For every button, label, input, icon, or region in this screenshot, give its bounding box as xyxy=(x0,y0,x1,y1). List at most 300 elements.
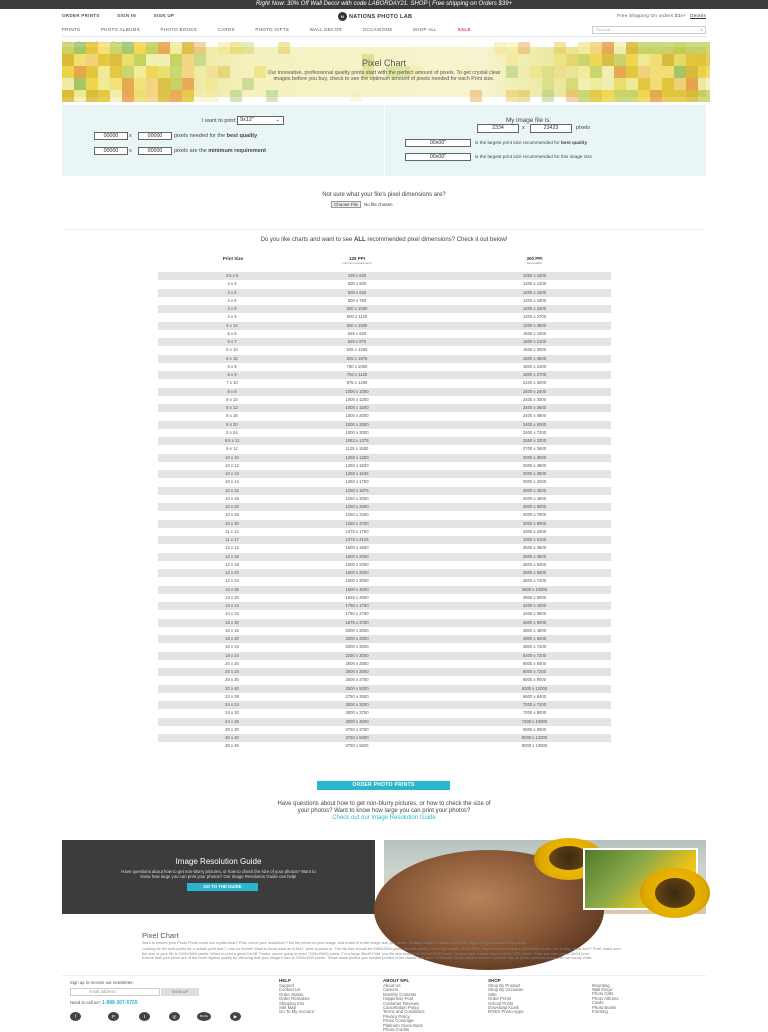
cell-print-size: 8 x 10 xyxy=(226,396,238,402)
pixel-tile xyxy=(158,42,170,54)
cell-300ppi: 3900 x 6000 xyxy=(522,594,547,600)
cell-300ppi: 1500 x 4500 xyxy=(522,355,547,361)
cell-125ppi: 3750 x 5000 xyxy=(345,735,369,740)
newsletter-label: Sign up to receive our newsletter: xyxy=(70,980,134,985)
pixel-tile xyxy=(134,90,146,102)
pixel-tile xyxy=(206,90,218,102)
footer-shop-column xyxy=(488,979,523,1015)
chart-intro-lead: Do you like charts and want to see xyxy=(260,237,353,243)
cell-300ppi: 1200 x 1500 xyxy=(522,289,547,295)
footer-link[interactable]: Sale xyxy=(488,991,497,997)
pixel-tile xyxy=(218,42,230,54)
pixel-tile xyxy=(242,42,254,54)
page-title: Pixel Chart xyxy=(361,58,406,68)
best-height-field[interactable]: 00000 xyxy=(138,132,172,140)
cell-125ppi: 1375 x 2125 xyxy=(345,537,369,542)
cell-300ppi: 3300 x 4200 xyxy=(522,528,547,534)
table-row xyxy=(158,701,611,709)
sign-in-link[interactable]: SIGN IN xyxy=(117,13,137,18)
pixel-tile xyxy=(170,42,182,54)
pixel-tile xyxy=(86,42,98,54)
table-row xyxy=(158,280,611,288)
pixel-tile xyxy=(74,42,86,54)
hero-banner xyxy=(62,47,706,97)
cell-print-size: 10 x 13 xyxy=(225,471,239,476)
cell-125ppi: 2750 x 3500 xyxy=(345,693,369,699)
table-row xyxy=(158,429,611,437)
table-row xyxy=(158,643,611,651)
table-row xyxy=(158,462,611,470)
cell-300ppi: 4800 x 6000 xyxy=(522,636,547,641)
file-prompt: Not sure what your file's pixel dimensions are? xyxy=(322,192,446,198)
cell-print-size: 12 x 20 xyxy=(225,570,239,575)
cell-300ppi: 1200 x 1800 xyxy=(522,297,547,303)
logo[interactable] xyxy=(338,12,412,21)
cell-300ppi: 6000 x 12000 xyxy=(521,685,548,691)
cell-print-size: 11 x 17 xyxy=(225,537,239,542)
instagram-icon[interactable]: ◎ xyxy=(169,1012,180,1021)
pixel-tile xyxy=(494,42,506,54)
chart-intro-bold: ALL xyxy=(353,237,366,243)
pixel-tile xyxy=(590,42,602,54)
cell-300ppi: 2400 x 2400 xyxy=(522,388,547,394)
table-row xyxy=(158,355,611,363)
banner-subtitle-text: Our innovative, professional quality prints start with the perfect amount of pixels. To get crystal clear images before you buy, check to see the optimum amount of pixels needed for each Print size. xyxy=(267,70,501,82)
table-row xyxy=(158,404,611,412)
footer-link[interactable]: Order Prints xyxy=(488,996,512,1002)
footer-about-column xyxy=(383,979,425,1032)
cell-300ppi: 3600 x 6000 xyxy=(522,570,547,575)
pixel-tile xyxy=(578,90,590,102)
sign-up-link[interactable]: SIGN UP xyxy=(153,13,175,18)
pixel-tile xyxy=(230,90,242,102)
cell-print-size: 5 x 5 xyxy=(227,330,237,336)
cell-print-size: 16 x 20 xyxy=(225,636,239,641)
cell-print-size: 30 x 45 xyxy=(225,743,239,749)
pixel-tile xyxy=(518,90,530,102)
order-photo-prints-button[interactable]: ORDER PHOTO PRINTS xyxy=(317,781,450,790)
cell-print-size: 12 x 12 xyxy=(225,545,239,551)
table-row xyxy=(158,346,611,354)
cell-125ppi: 1500 x 2500 xyxy=(345,570,369,575)
footer-link[interactable]: Framing xyxy=(592,1008,608,1014)
cell-300ppi: 3600 x 5400 xyxy=(522,561,547,567)
cell-125ppi: 1000 x 2500 xyxy=(345,421,369,427)
cell-125ppi: 1500 x 2250 xyxy=(345,561,369,567)
facebook-icon[interactable]: f xyxy=(70,1012,81,1021)
phone-line xyxy=(70,1000,138,1006)
table-row xyxy=(158,569,611,577)
pixel-tile xyxy=(602,42,614,54)
footer-link[interactable]: Wall Decor xyxy=(592,986,613,992)
cell-print-size: 6 x 8 xyxy=(227,363,237,369)
cell-125ppi: 1250 x 1875 xyxy=(345,487,369,493)
footer-help-column xyxy=(279,979,314,1015)
table-row xyxy=(158,610,611,618)
table-row xyxy=(158,668,611,676)
cell-125ppi: 500 x 1000 xyxy=(346,306,368,311)
pixel-tile xyxy=(638,42,650,54)
sunflower-inset-photo xyxy=(583,848,698,910)
cell-print-size: 4 x 9 xyxy=(227,314,237,320)
nav-shop-all[interactable]: SHOP ALL xyxy=(412,27,437,32)
col-header-125ppi-label: 125 PPI xyxy=(348,256,365,261)
cell-print-size: 16 x 24 xyxy=(225,644,239,650)
cell-300ppi: 3000 x 4800 xyxy=(522,495,547,501)
pixel-tile xyxy=(686,42,698,54)
cell-125ppi: 1000 x 2000 xyxy=(345,413,369,419)
cell-125ppi: 1063 x 1375 xyxy=(345,438,369,443)
cell-125ppi: 438 x 625 xyxy=(347,273,367,278)
footer-link[interactable]: Shop By Occasion xyxy=(488,987,524,993)
cell-print-size: 5 x 7 xyxy=(227,339,237,344)
file-width-field[interactable]: 2334 xyxy=(477,124,519,133)
table-row xyxy=(158,305,611,313)
phone-number[interactable]: 1-888-307-5755 xyxy=(102,1000,138,1006)
pixel-tile xyxy=(518,42,530,54)
footer-link[interactable]: Download Kiosk xyxy=(488,1004,519,1010)
table-row xyxy=(158,602,611,610)
cell-print-size: 3.5 x 5 xyxy=(225,273,239,278)
blog-icon[interactable]: BLOG xyxy=(197,1012,211,1021)
pixel-tile xyxy=(650,42,662,54)
cell-print-size: 10 x 14 xyxy=(225,479,239,485)
table-row xyxy=(158,619,611,627)
table-row xyxy=(158,470,611,478)
cell-125ppi: 2250 x 3000 xyxy=(345,652,369,658)
table-row xyxy=(158,718,611,726)
cell-print-size: 9 x 12 xyxy=(226,446,238,452)
footer-link[interactable]: Monthly Contests xyxy=(383,991,417,997)
cell-300ppi: 1800 x 2400 xyxy=(522,363,547,369)
this-print-size-output: 00x00" xyxy=(405,153,471,161)
cell-125ppi: 2500 x 3000 xyxy=(345,669,369,674)
footer-link[interactable]: Site Map xyxy=(279,1004,296,1010)
footer-link[interactable]: Platinum Gives Back xyxy=(383,1022,423,1028)
pixel-tile xyxy=(158,90,170,102)
table-row xyxy=(158,511,611,519)
nav-photo-gifts[interactable]: PHOTO GIFTS xyxy=(255,27,290,32)
cell-print-size: 8.5 x 11 xyxy=(224,438,240,443)
cell-125ppi: 3750 x 3750 xyxy=(345,726,369,732)
table-row xyxy=(158,676,611,684)
footer-link[interactable]: Cards xyxy=(592,1000,604,1006)
footer-link[interactable]: Shop By Product xyxy=(488,982,521,988)
cell-300ppi: 3600 x 4800 xyxy=(522,553,547,559)
nav-photo-albums[interactable]: PHOTO ALBUMS xyxy=(100,27,140,32)
cell-125ppi: 1750 x 2750 xyxy=(345,611,369,617)
footer-help-list xyxy=(279,984,314,1015)
footer-link[interactable]: Order Remakes xyxy=(279,996,310,1002)
table-row xyxy=(158,503,611,511)
table-row xyxy=(158,371,611,379)
pixel-tile xyxy=(98,42,110,54)
question-line-1: Have questions about how to get non-blurry pictures, or how to check the size of xyxy=(277,801,491,807)
cell-300ppi: 9000 x 13500 xyxy=(521,743,548,749)
footer-shop-list xyxy=(488,984,523,1015)
table-row xyxy=(158,487,611,495)
table-row xyxy=(158,396,611,404)
pixel-tile xyxy=(194,42,206,54)
cell-125ppi: 875 x 1250 xyxy=(346,380,368,386)
pixel-tile xyxy=(614,90,626,102)
pixel-chart-desc-2: Looking for the best pixels for a certain print size? Look no further! Want to know what an 8.5x11" print is pixels of. The file size should be 2550x3300 pixels for best quality. For a high quality 16x20 Print, ensure that you have a 4800x6000 pixels. For a crisp, clear 8x10" Print, make sure the size of your file is 2400x3000 pixels. When to print a great 24x36" Poster, you're going to need 7200x10800 pixels. For a large 30x40 Print, you file size should be 9000x12000 pixels. Do you have a photo that is 4500x7200 pixels? Then you can print a 15x24 print. xyxy=(142,947,621,956)
footer-link[interactable]: Terms and Conditions xyxy=(383,1009,425,1015)
pixel-tile xyxy=(614,42,626,54)
pixel-chart-heading: Pixel Chart xyxy=(142,931,179,940)
cell-300ppi: 3000 x 4500 xyxy=(522,487,547,493)
cell-print-size: 22 x 28 xyxy=(225,693,239,699)
shipping-text: Free Shipping On orders $34+ xyxy=(617,13,687,18)
pixel-tile xyxy=(686,90,698,102)
phone-label: Need to call us? xyxy=(70,1000,101,1005)
chevron-down-icon: ⌄ xyxy=(275,117,280,123)
cell-125ppi: 1375 x 1750 xyxy=(345,528,369,534)
cell-300ppi: 7200 x 10800 xyxy=(521,718,548,724)
chart-intro-tail: recommended pixel dimensions? Check it out below! xyxy=(367,237,508,243)
table-row xyxy=(158,454,611,462)
file-height-field[interactable]: 23423 xyxy=(530,124,572,133)
col-header-300ppi xyxy=(458,256,611,265)
cell-300ppi: 1200 x 3600 xyxy=(522,322,547,328)
cell-125ppi: 500 x 750 xyxy=(347,297,367,303)
cell-print-size: 8 x 16 xyxy=(226,413,238,419)
inset-sunflower-center xyxy=(655,878,695,908)
pixel-tile xyxy=(698,42,710,54)
pinterest-icon[interactable]: P xyxy=(108,1012,119,1021)
pixel-tile xyxy=(602,90,614,102)
best-quality-lead: pixels needed for the xyxy=(174,133,226,139)
shipping-details-link[interactable]: Details xyxy=(690,13,706,18)
footer-link[interactable]: Press Coverage xyxy=(383,1018,414,1024)
cell-print-size: 14 x 22 xyxy=(225,611,239,617)
table-row xyxy=(158,421,611,429)
cell-print-size: 14 x 14 xyxy=(225,603,239,608)
cell-125ppi: 1250 x 2500 xyxy=(345,504,369,509)
choose-file-button[interactable]: Choose File xyxy=(331,201,361,208)
newsletter-signup-button[interactable]: SIGN UP xyxy=(161,988,199,996)
pixel-chart-desc-1: Want to ensure your Photo Prints come out crystal clear? First, check your resolution! Find the prints for your image, and match it to the image size you desire. Smaller images require less pixels, bigger images require more pixels. xyxy=(142,941,527,945)
times-sign: x xyxy=(129,133,132,139)
newsletter-email-field[interactable]: email address xyxy=(70,988,160,996)
cell-print-size: 24 x 30 xyxy=(225,710,239,716)
footer-link[interactable]: Privacy Policy xyxy=(383,1013,410,1019)
main-nav xyxy=(62,23,706,37)
print-size-label: I want to print: xyxy=(202,118,237,124)
minimum-text xyxy=(174,148,266,154)
pixel-tile xyxy=(98,90,110,102)
nav-sale[interactable]: SALE xyxy=(457,27,471,32)
shipping-notice xyxy=(617,9,706,22)
pixel-tile xyxy=(170,90,182,102)
cell-print-size: 4 x 4 xyxy=(227,281,237,287)
table-row xyxy=(158,536,611,544)
cell-print-size: 30 x 40 xyxy=(225,735,239,740)
nav-photo-books[interactable]: PHOTO BOOKS xyxy=(160,27,197,32)
resolution-guide-card xyxy=(62,840,375,914)
footer-link[interactable]: Order Status xyxy=(279,991,304,997)
cell-print-size: 18 x 24 xyxy=(225,652,239,658)
table-row xyxy=(158,520,611,528)
chart-intro xyxy=(0,237,768,243)
pixel-chart-table xyxy=(158,272,611,751)
cell-300ppi: 6600 x 8400 xyxy=(522,693,547,699)
pixel-tile xyxy=(506,90,518,102)
cell-125ppi: 3000 x 3000 xyxy=(345,702,369,707)
cell-125ppi: 500 x 500 xyxy=(347,281,367,287)
cell-125ppi: 3000 x 3750 xyxy=(345,710,369,716)
pixel-tile xyxy=(194,90,206,102)
table-row xyxy=(158,330,611,338)
pixel-tile xyxy=(626,42,638,54)
cell-125ppi: 1250 x 3750 xyxy=(345,520,369,526)
resolution-guide-link[interactable]: Check out our Image Resolution Guide xyxy=(332,815,436,821)
pixel-tile xyxy=(122,42,134,54)
best-print-size-bold: best quality xyxy=(561,140,588,145)
cell-print-size: 10 x 26 xyxy=(225,512,239,518)
cell-300ppi: 2400 x 7200 xyxy=(522,429,547,435)
footer-link[interactable]: Support xyxy=(279,982,295,988)
cell-300ppi: 3600 x 7200 xyxy=(522,578,547,584)
print-size-select[interactable] xyxy=(237,116,284,125)
cell-print-size: 11 x 14 xyxy=(225,528,239,534)
footer-link[interactable]: Shipping Info xyxy=(279,1000,305,1006)
footer-link[interactable]: School Prints xyxy=(488,1000,514,1006)
cell-125ppi: 1500 x 3000 xyxy=(345,578,369,584)
table-row xyxy=(158,709,611,717)
pixel-tile xyxy=(278,42,290,54)
pixel-tile xyxy=(62,42,74,54)
table-row xyxy=(158,437,611,445)
footer-link[interactable]: ROES Photo Apps xyxy=(488,1009,524,1015)
cell-125ppi: 1250 x 1250 xyxy=(345,454,369,460)
cell-300ppi: 1500 x 2100 xyxy=(522,339,547,344)
table-row xyxy=(158,272,611,280)
footer-link[interactable]: Cancellation Policy xyxy=(383,1004,420,1010)
pixel-tile xyxy=(698,90,710,102)
footer-link[interactable]: Contact Us xyxy=(279,987,301,993)
cell-300ppi: 1500 x 3000 xyxy=(522,347,547,353)
pixel-tile xyxy=(266,90,278,102)
search-icon[interactable]: ⌕ xyxy=(700,27,703,32)
cell-print-size: 12 x 16 xyxy=(225,553,239,559)
footer-link[interactable]: Happiness Post xyxy=(383,996,414,1002)
footer-link[interactable]: Photo Gifts xyxy=(592,991,614,997)
cell-300ppi: 2400 x 4800 xyxy=(522,413,547,419)
cell-print-size: 24 x 36 xyxy=(225,718,239,724)
twitter-icon[interactable]: t xyxy=(139,1012,150,1021)
times-sign: x xyxy=(129,148,132,154)
footer-link[interactable]: Mounting xyxy=(592,982,610,988)
cell-300ppi: 7200 x 9000 xyxy=(522,710,547,716)
table-row xyxy=(158,289,611,297)
pixel-tile xyxy=(626,90,638,102)
footer-link[interactable]: Go To My Account xyxy=(279,1009,314,1015)
times-sign: x xyxy=(522,125,525,131)
top-bar xyxy=(0,9,768,22)
cell-125ppi: 2000 x 3000 xyxy=(345,644,369,650)
youtube-icon[interactable]: ▶ xyxy=(230,1012,241,1021)
footer-link[interactable]: Careers xyxy=(383,987,399,993)
cell-125ppi: 2000 x 2000 xyxy=(345,627,369,633)
table-row xyxy=(158,297,611,305)
calculator-divider xyxy=(384,105,385,176)
pixel-tile xyxy=(74,90,86,102)
min-width-field[interactable]: 00000 xyxy=(94,147,128,155)
pixel-tile xyxy=(146,90,158,102)
cell-125ppi: 500 x 1125 xyxy=(346,314,368,320)
cell-300ppi: 3000 x 3600 xyxy=(522,462,547,468)
footer-link[interactable]: Customer Reviews xyxy=(383,1000,420,1006)
footer-link[interactable]: Photo Books xyxy=(592,1004,617,1010)
cell-print-size: 10 x 15 xyxy=(225,487,239,493)
table-row xyxy=(158,734,611,742)
promo-bar[interactable]: Right Now: 30% Off Wall Decor with code LABORDAY21. SHOP | Free shipping on Orders $39+ xyxy=(0,0,768,9)
footer-link[interactable]: Photo Credits xyxy=(383,1026,410,1032)
nav-wall-decor[interactable]: WALL DECOR xyxy=(309,27,343,32)
footer-link[interactable]: Photo Albums xyxy=(592,995,619,1001)
banner-subtitle xyxy=(62,70,706,82)
table-row xyxy=(158,594,611,602)
cell-300ppi: 3000 x 7800 xyxy=(522,512,547,518)
resolution-question xyxy=(0,801,768,822)
cell-125ppi: 500 x 625 xyxy=(347,289,367,295)
table-row xyxy=(158,338,611,346)
cell-125ppi: 625 x 1875 xyxy=(346,355,368,361)
cell-print-size: 10 x 16 xyxy=(225,495,239,501)
table-row xyxy=(158,742,611,750)
cell-print-size: 15 x 30 xyxy=(225,619,239,625)
cell-print-size: 30 x 30 xyxy=(225,726,239,732)
search-input[interactable] xyxy=(592,26,706,34)
cell-print-size: 4 x 8 xyxy=(227,306,237,311)
cell-300ppi: 1200 x 2400 xyxy=(522,306,547,311)
cell-300ppi: 3600 x 3600 xyxy=(522,545,547,551)
best-width-field[interactable]: 00000 xyxy=(94,132,128,140)
nav-occasions[interactable]: OCCASIONS xyxy=(362,27,393,32)
cell-125ppi: 750 x 1125 xyxy=(346,372,368,377)
cell-300ppi: 3300 x 5100 xyxy=(522,537,547,542)
cell-print-size: 4 x 5 xyxy=(227,289,237,295)
cell-print-size: 5 x 15 xyxy=(226,355,238,361)
social-links xyxy=(70,1012,250,1022)
min-height-field[interactable]: 00000 xyxy=(138,147,172,155)
footer-about-list xyxy=(383,984,425,1032)
logo-text: NATIONS PHOTO LAB xyxy=(349,13,413,20)
cell-print-size: 6 x 9 xyxy=(227,372,237,377)
cell-125ppi: 1250 x 2000 xyxy=(345,495,369,501)
cell-300ppi: 4800 x 7200 xyxy=(522,644,547,650)
section-divider xyxy=(62,229,706,230)
guide-title: Image Resolution Guide xyxy=(175,857,262,866)
minimum-bold: minimum requirement xyxy=(208,148,267,154)
this-print-size-text: is the largest print size recommended for this image size xyxy=(475,154,592,159)
footer-link[interactable]: About Us xyxy=(383,982,401,988)
go-to-guide-button[interactable]: GO TO THE GUIDE xyxy=(187,883,258,891)
cell-125ppi: 750 x 1000 xyxy=(346,363,368,369)
cell-print-size: 8 x 12 xyxy=(226,405,238,410)
nav-prints[interactable]: PRINTS xyxy=(62,27,81,32)
cell-print-size: 4 x 6 xyxy=(227,297,237,303)
cell-300ppi: 1200 x 2700 xyxy=(522,314,547,320)
cell-print-size: 20 x 30 xyxy=(225,677,239,683)
cell-300ppi: 9000 x 12000 xyxy=(521,735,548,740)
order-prints-link[interactable]: ORDER PRINTS xyxy=(62,13,100,18)
pixel-tile xyxy=(110,42,122,54)
nav-cards[interactable]: CARDS xyxy=(217,27,235,32)
cell-300ppi: 3600 x 10800 xyxy=(521,586,548,592)
cell-125ppi: 3000 x 4500 xyxy=(345,718,369,724)
